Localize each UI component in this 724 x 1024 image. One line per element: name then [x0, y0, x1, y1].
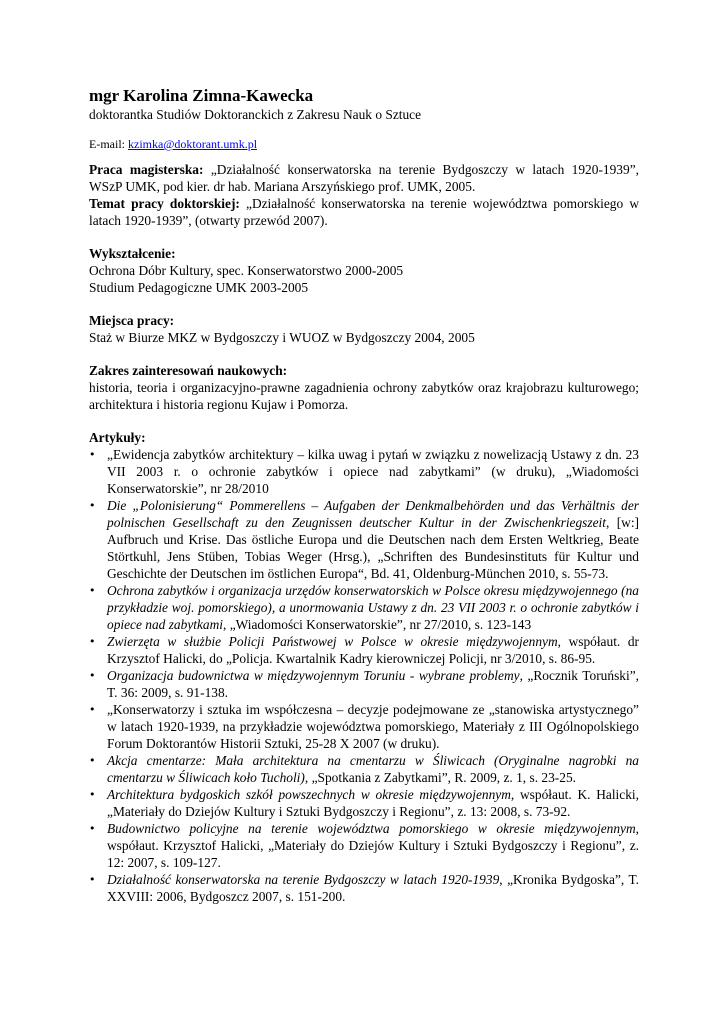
article-details: , „Rocznik Toruński”, T. 36: 2009, s. 91-138. — [107, 668, 639, 700]
email-label: E-mail: — [89, 137, 128, 151]
education-heading: Wykształcenie: — [89, 246, 176, 261]
interests-text: historia, teoria i organizacyjno-prawne zagadnienia ochrony zabytków oraz krajobrazu kulturowego; architektura i historia regionu Kujaw i Pomorza. — [89, 380, 639, 412]
article-details: , [w:] Aufbruch und Krise. Das östliche Europa und die Deutschen nach dem Ersten Weltkrieg, Beate Störtkuhl, Jens Stüben, Tobias Weger (Hrsg.), „Schriften des Bundesinstituts für Kultur und Geschichte der Deutschen im östlichen Europa“, Bd. 41, Oldenburg-München 2010, s. 55-73. — [107, 515, 639, 581]
email-link[interactable]: kzimka@doktorant.umk.pl — [128, 137, 258, 151]
article-title: Działalność konserwatorska na terenie Bydgoszczy w latach 1920-1939 — [107, 872, 500, 887]
bullet-icon: • — [89, 499, 96, 512]
education-line: Ochrona Dóbr Kultury, spec. Konserwatorstwo 2000-2005 — [89, 263, 404, 278]
education-line: Studium Pedagogiczne UMK 2003-2005 — [89, 280, 309, 295]
education-section — [89, 245, 639, 296]
interests-section — [89, 362, 639, 413]
email-line — [89, 137, 639, 152]
bullet-icon: • — [89, 448, 96, 461]
article-item — [89, 582, 639, 633]
article-item — [89, 820, 639, 871]
article-details: , „Kronika Bydgoska”, T. XXVIII: 2006, Bydgoszcz 2007, s. 151-200. — [107, 872, 639, 904]
article-item — [89, 497, 639, 582]
author-name: mgr Karolina Zimna-Kawecka — [89, 86, 314, 105]
interests-heading: Zakres zainteresowań naukowych: — [89, 363, 288, 378]
article-title: Zwierzęta w służbie Policji Państwowej w Polsce w okresie międzywojennym — [107, 634, 558, 649]
article-details: , współaut. dr Krzysztof Halicki, do „Policja. Kwartalnik Kadry kierowniczej Policji, nr 3/2010, s. 86-95. — [107, 634, 639, 666]
article-title: Akcja cmentarze: Mała architektura na cmentarzu w Śliwicach (Oryginalne nagrobki na cmentarzu w Śliwicach koło Tucholi) — [107, 753, 639, 785]
article-item — [89, 871, 639, 905]
article-item — [89, 446, 639, 497]
article-details: „Konserwatorzy i sztuka im współczesna – decyzje podejmowane ze „stanowiska artystycznego” w latach 1920-1939, na przykładzie województwa pomorskiego, Materiały z III Ogólnopolskiego Forum Doktorantów Historii Sztuki, 25-28 X 2007 (w druku). — [107, 702, 639, 751]
article-item — [89, 752, 639, 786]
cv-page — [89, 86, 639, 905]
articles-section — [89, 429, 639, 905]
article-item — [89, 667, 639, 701]
theses-section — [89, 161, 639, 229]
article-title: Organizacja budownictwa w międzywojennym Toruniu - wybrane problemy — [107, 668, 520, 683]
article-item — [89, 633, 639, 667]
ma-thesis-text: „Działalność konserwatorska na terenie Bydgoszczy w latach 1920-1939”, WSzP UMK, pod kier. dr hab. Mariana Arszyńskiego prof. UMK, 2005. — [89, 162, 639, 194]
articles-list — [89, 446, 639, 905]
article-title: Budownictwo policyjne na terenie województwa pomorskiego w okresie międzywojennym — [107, 821, 636, 836]
bullet-icon: • — [89, 635, 96, 648]
bullet-icon: • — [89, 703, 96, 716]
article-details: , współaut. Krzysztof Halicki, „Materiały do Dziejów Kultury i Sztuki Bydgoszczy i Regionu”, z. 12: 2007, s. 109-127. — [107, 821, 639, 870]
article-details: „Ewidencja zabytków architektury – kilka uwag i pytań w związku z nowelizacją Ustawy z dn. 23 VII 2003 r. o ochronie zabytków i opiece nad zabytkami” (w druku), „Wiadomości Konserwatorskie”, nr 28/2010 — [107, 447, 639, 496]
article-title: Ochrona zabytków i organizacja urzędów konserwatorskich w Polsce okresu międzywojennego (na przykładzie woj. pomorskiego), a unormowania Ustawy z dn. 23 VII 2003 r. o ochronie zabytków i opiece nad zabytkami — [107, 583, 639, 632]
article-item — [89, 786, 639, 820]
author-subtitle: doktorantka Studiów Doktoranckich z Zakresu Nauk o Sztuce — [89, 107, 422, 122]
bullet-icon: • — [89, 754, 96, 767]
article-details: , „Spotkania z Zabytkami”, R. 2009, z. 1, s. 23-25. — [304, 770, 576, 785]
article-title: Architektura bydgoskich szkół powszechnych w okresie międzywojennym — [107, 787, 511, 802]
work-section — [89, 312, 639, 346]
bullet-icon: • — [89, 873, 96, 886]
bullet-icon: • — [89, 669, 96, 682]
work-heading: Miejsca pracy: — [89, 313, 175, 328]
articles-heading: Artykuły: — [89, 430, 146, 445]
article-details: , współaut. K. Halicki, „Materiały do Dziejów Kultury i Sztuki Bydgoszczy i Regionu”, z. 13: 2008, s. 73-92. — [107, 787, 639, 819]
bullet-icon: • — [89, 822, 96, 835]
ma-thesis-label: Praca magisterska: — [89, 162, 204, 177]
bullet-icon: • — [89, 788, 96, 801]
work-text: Staż w Biurze MKZ w Bydgoszczy i WUOZ w Bydgoszczy 2004, 2005 — [89, 330, 475, 345]
bullet-icon: • — [89, 584, 96, 597]
phd-thesis-text: „Działalność konserwatorska na terenie województwa pomorskiego w latach 1920-1939”, (otwarty przewód 2007). — [89, 196, 639, 228]
article-details: , „Wiadomości Konserwatorskie”, nr 27/2010, s. 123-143 — [223, 617, 532, 632]
article-item — [89, 701, 639, 752]
article-title: Die „Polonisierung“ Pommerellens – Aufgaben der Denkmalbehörden und das Verhältnis der polnischen Gesellschaft zu den Zeugnissen deutscher Kultur in der Zwischenkriegszeit — [107, 498, 639, 530]
phd-thesis-label: Temat pracy doktorskiej: — [89, 196, 240, 211]
